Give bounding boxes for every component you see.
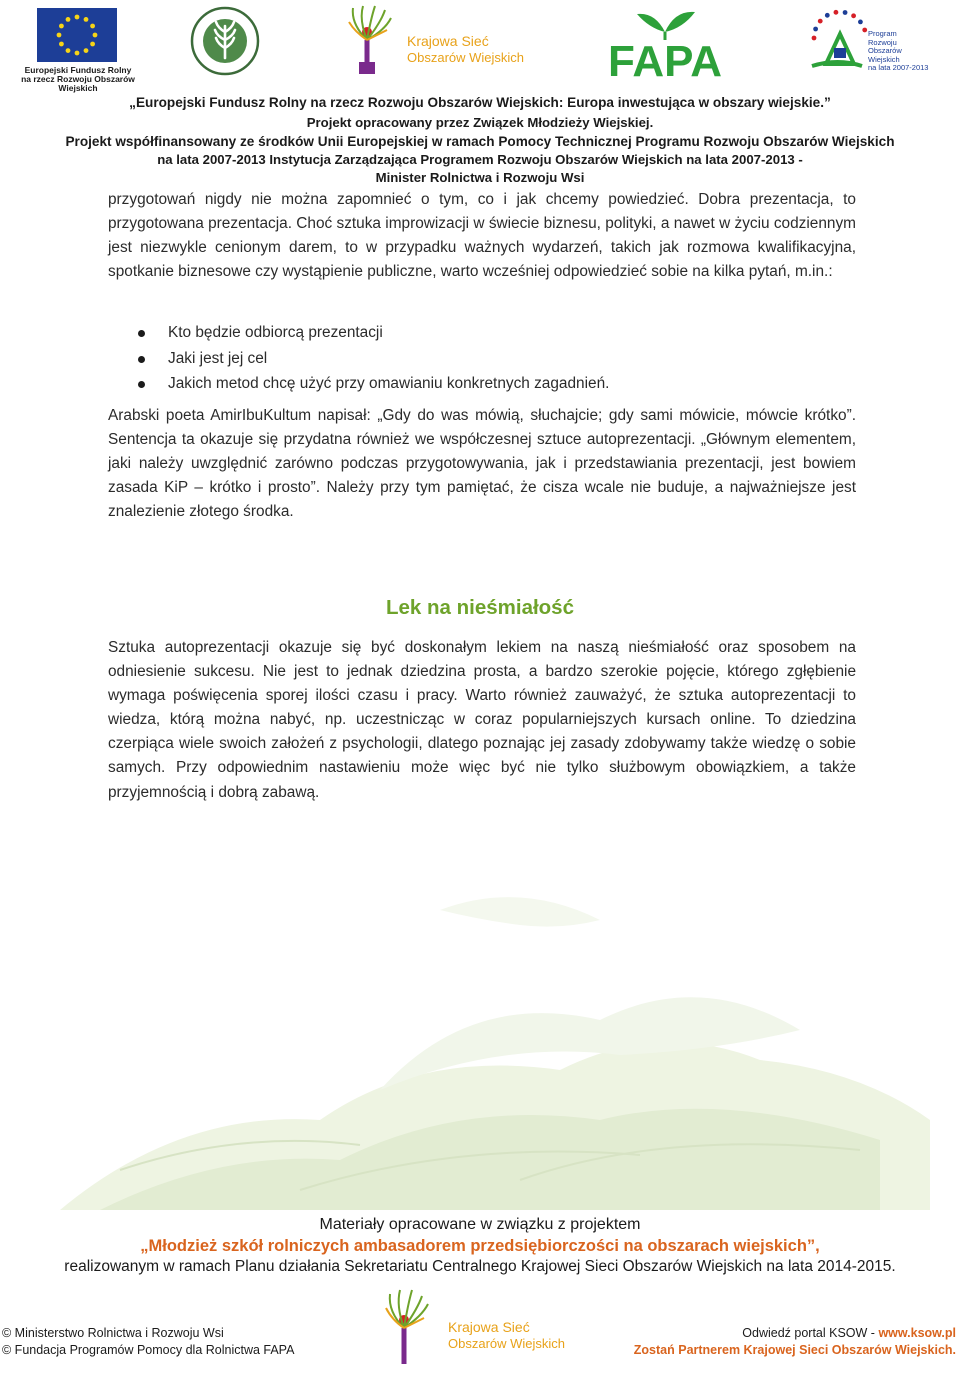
section-title: Lek na nieśmiałość <box>385 596 574 619</box>
list-item-text: Kto będzie odbiorcą prezentacji <box>168 324 383 341</box>
paragraph-intro-text: przygotowań nigdy nie można zapomnieć o tym, co i jak chcemy powiedzieć. Dobra prezentacja, to przygotowana prezentacja. Choć sztuka improwizacji w świecie biznesu, polityki, a nawet w życiu codziennym jest niezwykle cenionym darem, to w przypadku ważnych wydarzeń, takich jak rozmowa kwalifikacyjna, spotkanie biznesowe czy wystąpienie publiczne, warto wcześniej odpowiedzieć sobie na kilka pytań, m.in.: <box>108 191 856 281</box>
list-item <box>138 320 838 346</box>
prow-star-icon <box>834 10 839 15</box>
paragraph-section-text: Sztuka autoprezentacji okazuje się być doskonałym lekiem na naszą nieśmiałość oraz sposobem na odniesienie sukcesu. Nie jest to jednak dziedzina prosta, a bardzo szerokie pojęcie, którego zgłębienie wymaga poświęcenia sporej ilości czasu i pracy. Warto również zauważyć, że sztuka autoprezentacji to wiedza, którą można nabyć, np. uczestnicząc w coraz popularniejszych kursach online. To dziedzina czerpiąca wiele swoich założeń z psychologii, dlatego poznając jej zasady zdobywamy także wiedzę o sobie samych. Przy odpowiednim nastawieniu może więc być nie tylko służbowym obowiązkiem, a także przyjemnością i dobrą zabawą. <box>108 639 856 801</box>
footer-line-1: Materiały opracowane w związku z projektem <box>319 1216 641 1233</box>
eu-star-icon <box>93 33 98 38</box>
footer-project-title: „Młodzież szkół rolniczych ambasadorem przedsiębiorczości na obszarach wiejskich”, <box>140 1237 820 1255</box>
ksow-link[interactable]: www.ksow.pl <box>878 1326 956 1340</box>
prow-star-icon <box>825 13 830 18</box>
partner-invitation: Zostań Partnerem Krajowej Sieci Obszarów Wiejskich. <box>633 1343 956 1357</box>
list-item-text: Jaki jest jej cel <box>168 349 268 367</box>
prow-star-icon <box>813 27 818 32</box>
eu-star-icon <box>90 42 95 47</box>
header-line-2: Projekt opracowany przez Związek Młodzieży Wiejskiej. <box>306 115 654 130</box>
ksow-logo-line1: Krajowa Sieć <box>407 33 489 49</box>
header-line-5: Minister Rolnictwa i Rozwoju Wsi <box>375 170 585 185</box>
prow-star-icon <box>812 36 817 41</box>
landscape-illustration <box>0 870 960 1210</box>
footer-ksow-line2: Obszarów Wiejskich <box>448 1336 566 1351</box>
ministry-seal-logo <box>190 6 260 76</box>
copyright-fapa: © Fundacja Programów Pomocy dla Rolnictwa FAPA <box>2 1343 295 1357</box>
eu-star-icon <box>59 24 64 29</box>
eu-star-icon <box>90 24 95 29</box>
eu-star-icon <box>57 33 62 38</box>
footer-ksow-line1: Krajowa Sieć <box>448 1319 530 1335</box>
list-item-text: Jakich metod chcę użyć przy omawianiu konkretnych zagadnień. <box>168 375 610 392</box>
footer-ksow-logo <box>382 1288 582 1368</box>
eu-star-icon <box>66 48 71 53</box>
list-item <box>138 371 838 397</box>
fapa-logo <box>595 6 735 78</box>
paragraph-quote-text: Arabski poeta AmirIbuKultum napisał: „Gdy do was mówią, słuchajcie; gdy sami mówicie, mówcie krótko”. Sentencja ta okazuje się przydatna również we współczesnej sztuce autoprezentacji. „Głównym elementem, jaki należy uwzględnić zarówno podczas przygotowywania, jak i przedstawiania prezentacji, jest bowiem zasada KiP – krótko i prosto”. Należy przy tym pamiętać, że cisza wcale nie buduje, a najważniejsze jest znalezienie złotego środka. <box>108 407 856 521</box>
ksow-logo-line2: Obszarów Wiejskich <box>407 50 525 65</box>
eu-star-icon <box>84 17 89 22</box>
prow-logo <box>808 4 948 78</box>
header-line-4: na lata 2007-2013 Instytucja Zarządzająca Programem Rozwoju Obszarów Wiejskich na lata 2007-2013 - <box>157 152 803 167</box>
fapa-wordmark: FAPA <box>607 37 723 78</box>
prow-star-icon <box>843 10 848 15</box>
bullet-icon <box>138 330 145 337</box>
prow-star-icon <box>862 28 867 33</box>
visit-portal-label: Odwiedź portal KSOW - <box>742 1326 879 1340</box>
bullet-icon <box>138 381 145 388</box>
prow-star-icon <box>818 19 823 24</box>
prow-caption: Program Rozwoju Obszarów Wiejskich na lata 2007-2013 <box>868 29 929 72</box>
bullet-icon <box>138 356 145 363</box>
prow-star-icon <box>851 13 856 18</box>
header-line-1: „Europejski Fundusz Rolny na rzecz Rozwoju Obszarów Wiejskich: Europa inwestująca w obszary wiejskie.” <box>129 95 831 110</box>
prow-star-icon <box>858 20 863 25</box>
eu-fund-caption: Europejski Fundusz Rolny na rzecz Rozwoju Obszarów Wiejskich <box>21 65 135 93</box>
eu-stars-icon <box>37 8 117 62</box>
paragraph-intro <box>108 188 856 284</box>
eu-star-icon <box>75 51 80 56</box>
eu-flag-logo <box>37 8 117 62</box>
footer-line-3: realizowanym w ramach Planu działania Sekretariatu Centralnego Krajowej Sieci Obszarów Wiejskich na lata 2014-2015. <box>64 1258 896 1275</box>
eu-star-icon <box>75 15 80 20</box>
copyright-ministry: © Ministerstwo Rolnictwa i Rozwoju Wsi <box>2 1326 224 1340</box>
eu-star-icon <box>66 17 71 22</box>
ksow-logo <box>345 4 530 80</box>
bullet-list <box>138 320 838 397</box>
list-item <box>138 346 838 372</box>
header-line-3: Projekt współfinansowany ze środków Unii Europejskiej w ramach Pomocy Technicznej Programu Rozwoju Obszarów Wiejskich <box>65 134 895 149</box>
paragraph-quote <box>108 404 856 524</box>
paragraph-section <box>108 636 856 805</box>
eu-star-icon <box>84 48 89 53</box>
eu-star-icon <box>59 42 64 47</box>
visit-portal <box>742 1326 956 1340</box>
